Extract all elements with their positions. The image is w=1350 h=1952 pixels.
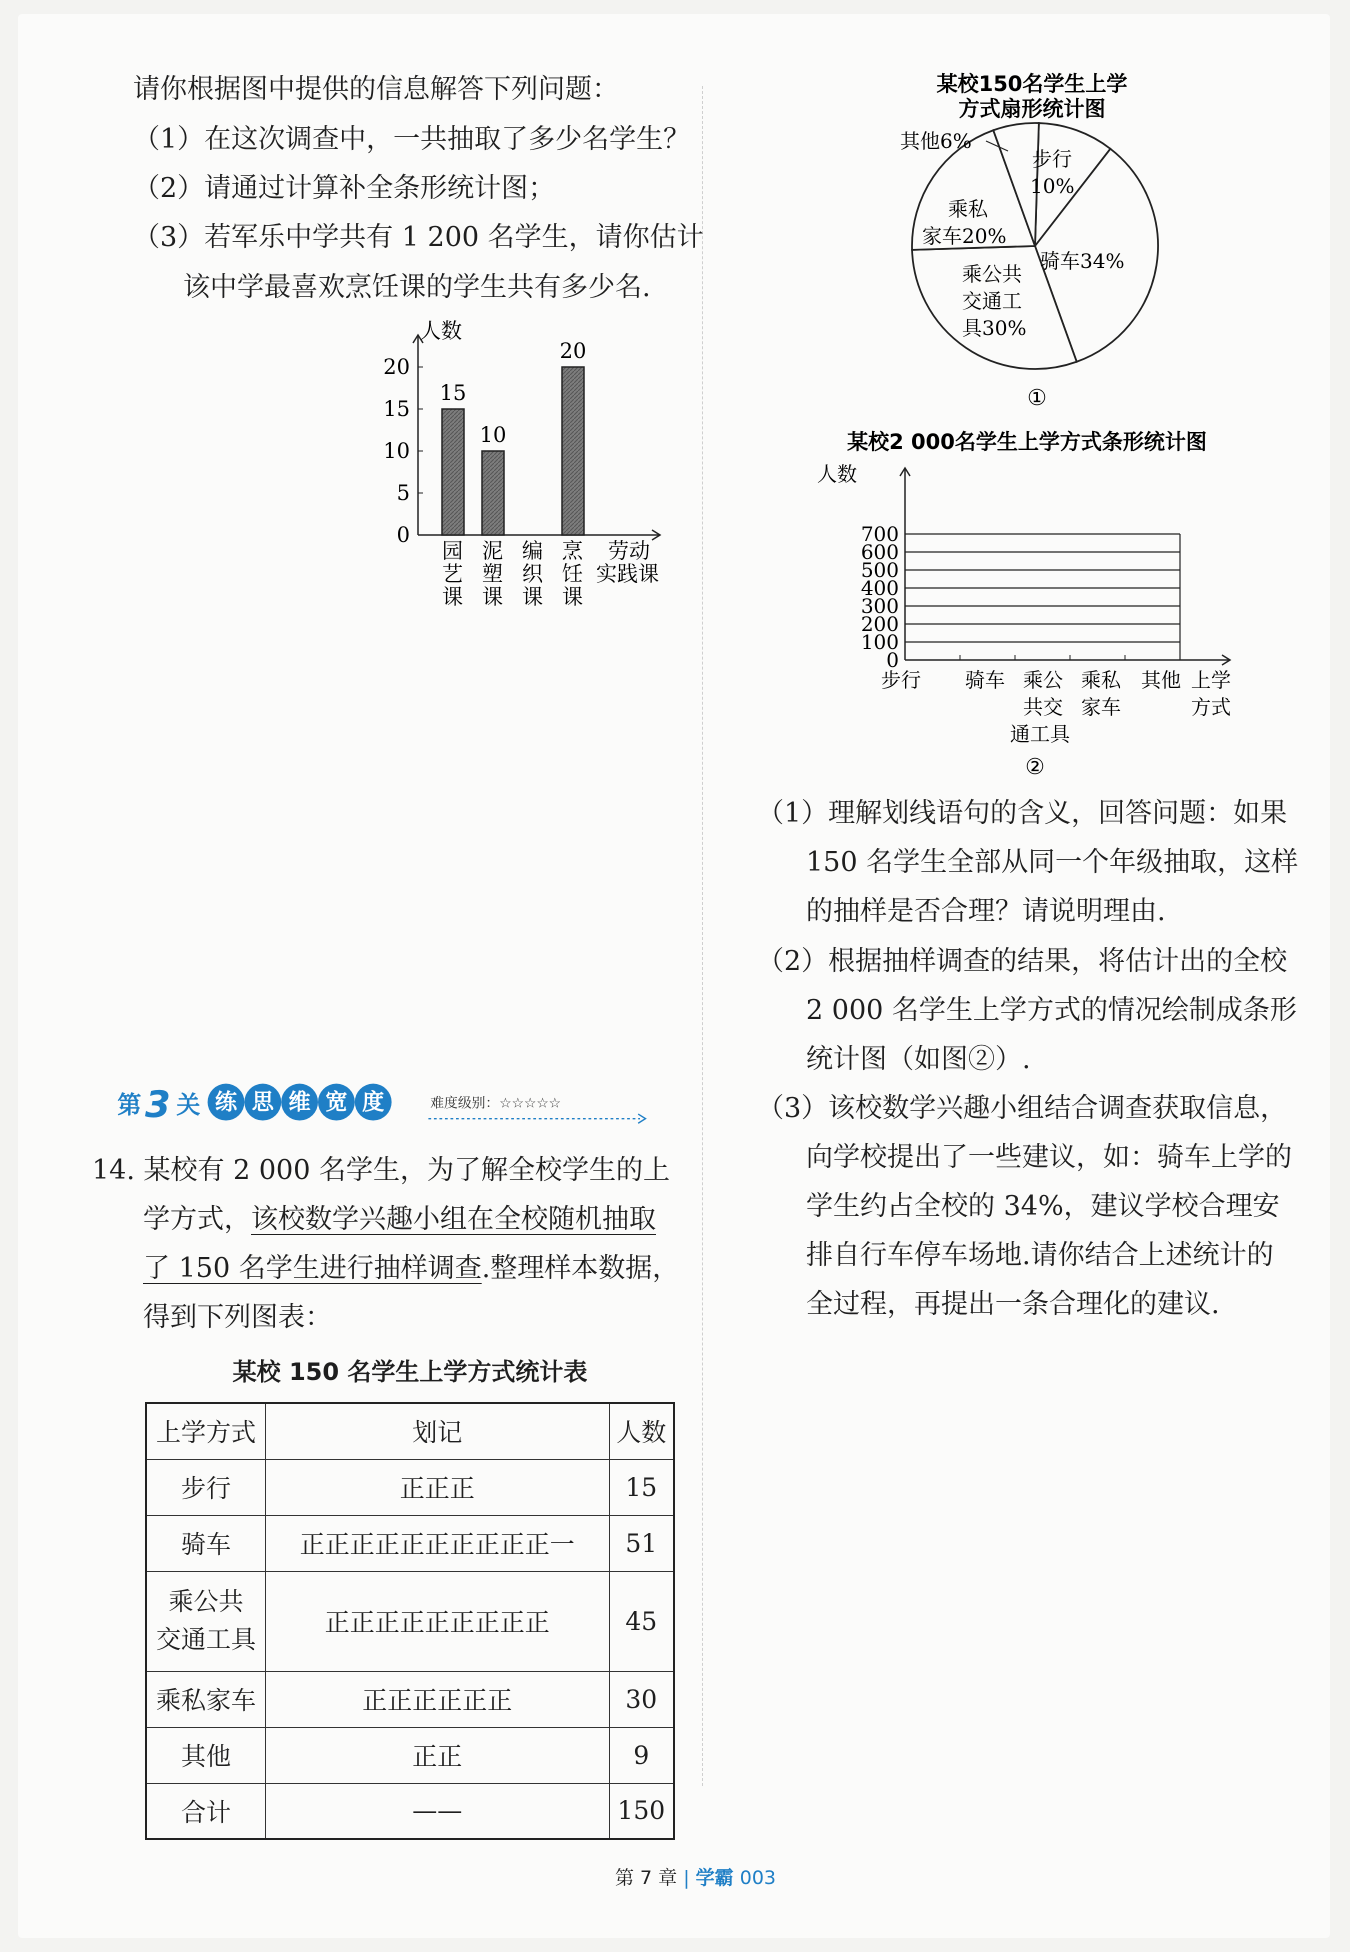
row-mode: 步行	[146, 1459, 266, 1515]
pie-label-bus-2: 交通工	[962, 289, 1022, 313]
row-mode: 乘私家车	[146, 1671, 266, 1727]
y-tick-label: 15	[383, 397, 410, 421]
header-count: 人数	[609, 1403, 674, 1459]
header-mode: 上学方式	[146, 1403, 266, 1459]
row-count: 15	[609, 1459, 674, 1515]
row-count: 51	[609, 1515, 674, 1571]
bar2-cat-walk: 步行	[881, 668, 921, 692]
pie-label-bus-1: 乘公共	[962, 262, 1022, 286]
y-tick-label: 300	[860, 594, 899, 618]
row-count: 9	[609, 1727, 674, 1783]
y-tick-label: 100	[860, 630, 899, 654]
commute-pie-chart	[880, 68, 1200, 418]
y-tick-label: 700	[860, 522, 899, 546]
cat-label-1a: 园	[442, 539, 463, 563]
bar	[482, 451, 504, 535]
school-commute-bar-chart	[795, 420, 1255, 790]
bar2-title: 某校2 000名学生上学方式条形统计图	[847, 430, 1207, 454]
pie-label-walk-pct: 10%	[1030, 174, 1075, 198]
question-2: （2）请通过计算补全条形统计图；	[133, 173, 556, 204]
cat-label-1c: 课	[442, 585, 463, 609]
pie-title-line1: 某校150名学生上学	[936, 72, 1128, 96]
cat-label-1b: 艺	[442, 562, 463, 586]
column-divider	[702, 86, 703, 1786]
cat-label-4c: 课	[562, 585, 583, 609]
q14-line3-plain: .整理样本数据，	[481, 1253, 680, 1284]
q14-line2-plain: 学方式，	[143, 1204, 251, 1235]
y-tick-label: 0	[886, 648, 899, 672]
sub-question-1-line3: 的抽样是否合理？请说明理由.	[806, 896, 1166, 927]
row-tally: 正正正正正正正正正正一	[266, 1515, 610, 1571]
banner-badge-char: 维	[288, 1090, 311, 1116]
banner-badge-char: 练	[214, 1090, 238, 1116]
page-footer	[615, 1863, 776, 1890]
question-3-line2: 该中学最喜欢烹饪课的学生共有多少名.	[183, 272, 651, 303]
cat-label-2b: 塑	[482, 562, 503, 586]
pie-title-line2: 方式扇形统计图	[958, 97, 1106, 121]
pie-label-bike: 骑车34%	[1040, 249, 1125, 273]
pie-label-car-2: 家车20%	[922, 224, 1007, 248]
row-tally: 正正	[266, 1727, 610, 1783]
row-mode: 其他	[146, 1727, 266, 1783]
banner-suffix: 关	[176, 1091, 201, 1120]
pie-figure-label: ①	[1027, 386, 1047, 411]
data-label: 15	[439, 381, 467, 405]
question-3-line1: （3）若军乐中学共有 1 200 名学生，请你估计	[133, 222, 704, 253]
pie-label-car-1: 乘私	[948, 197, 988, 221]
footer-separator: |	[683, 1867, 690, 1889]
y-tick-label: 20	[383, 355, 410, 379]
sub-question-2-line1: （2）根据抽样调查的结果，将估计出的全校	[757, 946, 1288, 977]
row-mode-line1: 乘公共	[168, 1587, 244, 1616]
table-row	[146, 1783, 674, 1839]
banner-badge-char: 宽	[325, 1090, 348, 1116]
table-row	[146, 1671, 674, 1727]
cat-label-5a: 劳动	[608, 539, 650, 563]
sub-question-3-line2: 向学校提出了一些建议，如：骑车上学的	[806, 1142, 1292, 1173]
sub-question-3-line1: （3）该校数学兴趣小组结合调查获取信息，	[757, 1093, 1288, 1124]
row-mode	[146, 1571, 266, 1671]
row-tally: ——	[266, 1783, 610, 1839]
sub-question-3-line4: 排自行车停车场地.请你结合上述统计的	[806, 1240, 1274, 1271]
y-tick-label: 0	[396, 523, 410, 547]
footer-brand: 学霸	[695, 1867, 734, 1889]
q14-line1: 14. 某校有 2 000 名学生，为了解全校学生的上	[92, 1155, 670, 1186]
row-count: 45	[609, 1571, 674, 1671]
footer-chapter: 第 7 章	[615, 1867, 678, 1889]
row-count: 150	[609, 1783, 674, 1839]
bar2-cat-car-2: 家车	[1081, 695, 1121, 719]
banner-badge-char: 思	[251, 1090, 274, 1116]
y-tick-label: 400	[860, 576, 899, 600]
table-row	[146, 1727, 674, 1783]
bar2-x-label-2: 方式	[1191, 695, 1231, 719]
bar2-cat-bike: 骑车	[965, 668, 1005, 692]
y-tick-label: 600	[860, 540, 899, 564]
cat-label-3b: 织	[522, 562, 543, 586]
row-tally: 正正正	[266, 1459, 610, 1515]
bar2-x-label-1: 上学	[1191, 668, 1231, 692]
data-label: 20	[559, 339, 587, 363]
row-mode-line2: 交通工具	[156, 1625, 257, 1654]
row-tally: 正正正正正正	[266, 1671, 610, 1727]
question-1: （1）在这次调查中，一共抽取了多少名学生？	[133, 124, 691, 155]
row-count: 30	[609, 1671, 674, 1727]
y-tick-label: 5	[396, 481, 410, 505]
cat-label-4a: 烹	[562, 539, 583, 563]
section-banner	[92, 1080, 682, 1126]
y-axis-label: 人数	[420, 319, 462, 343]
footer-page: 003	[739, 1867, 776, 1889]
header-tally: 划记	[266, 1403, 610, 1459]
sub-question-2-line3: 统计图（如图②）.	[806, 1044, 1031, 1075]
bar	[562, 367, 584, 535]
q14-line3	[143, 1253, 679, 1285]
bar2-cat-bus-3: 通工具	[1010, 722, 1070, 746]
bar2-cat-bus-1: 乘公	[1023, 668, 1063, 692]
q14-line2	[143, 1204, 656, 1236]
row-mode: 骑车	[146, 1515, 266, 1571]
table-row	[146, 1571, 674, 1671]
bar2-y-label: 人数	[817, 462, 857, 486]
bar2-cat-other: 其他	[1141, 668, 1181, 692]
cat-label-2a: 泥	[482, 539, 503, 563]
banner-number: 3	[145, 1082, 171, 1126]
q14-line4: 得到下列图表：	[143, 1302, 332, 1333]
y-tick-label: 200	[860, 612, 899, 636]
row-mode: 合计	[146, 1783, 266, 1839]
table-row	[146, 1515, 674, 1571]
bar	[442, 409, 464, 535]
course-bar-chart	[370, 315, 690, 615]
sub-question-3-line5: 全过程，再提出一条合理化的建议.	[806, 1289, 1220, 1320]
y-tick-label: 500	[860, 558, 899, 582]
q14-underlined-1: 该校数学兴趣小组在全校随机抽取	[251, 1204, 656, 1235]
pie-label-other: 其他6%	[900, 129, 972, 153]
q14-underlined-2: 了 150 名学生进行抽样调查	[143, 1253, 482, 1284]
cat-label-3c: 课	[522, 585, 543, 609]
banner-prefix: 第	[117, 1091, 142, 1120]
bar2-cat-bus-2: 共交	[1023, 695, 1063, 719]
cat-label-4b: 饪	[562, 562, 583, 586]
intro-text: 请你根据图中提供的信息解答下列问题：	[133, 74, 619, 105]
table-title: 某校 150 名学生上学方式统计表	[232, 1358, 588, 1386]
cat-label-2c: 课	[482, 585, 503, 609]
y-tick-label: 10	[383, 439, 410, 463]
table-header-row	[146, 1403, 674, 1459]
banner-badge-char: 度	[362, 1090, 385, 1116]
bar2-cat-car-1: 乘私	[1081, 668, 1121, 692]
tally-table	[145, 1402, 675, 1840]
cat-label-5b: 实践课	[596, 562, 659, 586]
sub-question-3-line3: 学生约占全校的 34%，建议学校合理安	[806, 1191, 1280, 1222]
data-label: 10	[479, 423, 507, 447]
sub-question-2-line2: 2 000 名学生上学方式的情况绘制成条形	[806, 995, 1297, 1026]
row-tally: 正正正正正正正正正	[266, 1571, 610, 1671]
sub-question-1-line1: （1）理解划线语句的含义，回答问题：如果	[757, 798, 1288, 829]
pie-label-bus-3: 具30%	[962, 316, 1027, 340]
difficulty-label: 难度级别：☆☆☆☆☆	[430, 1095, 562, 1112]
table-row	[146, 1459, 674, 1515]
pie-label-walk: 步行	[1032, 147, 1072, 171]
bar2-figure-label: ②	[1025, 755, 1045, 780]
cat-label-3a: 编	[522, 539, 543, 563]
sub-question-1-line2: 150 名学生全部从同一个年级抽取，这样	[806, 847, 1299, 878]
